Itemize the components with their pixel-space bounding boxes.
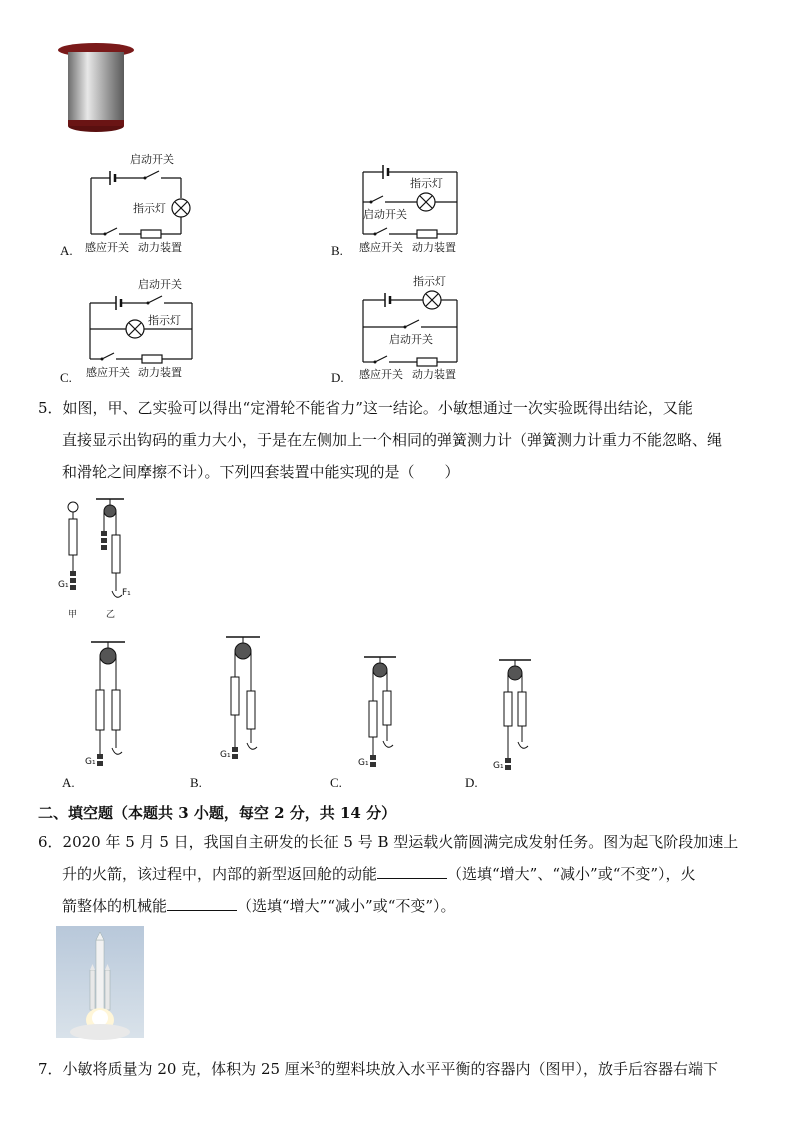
start-switch-label: 启动开关 <box>138 278 182 291</box>
section-title: 二、填空题（本题共 3 小题，每空 2 分，共 14 分） <box>38 804 397 822</box>
sensor-switch-label: 感应开关 <box>86 366 130 379</box>
question-5 <box>38 392 768 488</box>
trash-can-image <box>56 40 136 136</box>
sensor-switch-label: 感应开关 <box>85 241 129 254</box>
question-text: （选填“增大”“减小”或“不变”）。 <box>237 897 456 915</box>
lamp-label: 指示灯 <box>133 202 166 215</box>
question-text: 如图，甲、乙实验可以得出“定滑轮不能省力”这一结论。小敏想通过一次实验既得出结论，又能 <box>62 399 693 417</box>
question-text: 和滑轮之间摩擦不计）。下列四套装置中能实现的是（ ） <box>62 463 460 481</box>
lamp-label: 指示灯 <box>413 275 446 288</box>
question-text: 的塑料块放入水平平衡的容器内（图甲），放手后容器右端下 <box>320 1060 719 1078</box>
lamp-label: 指示灯 <box>148 314 181 327</box>
circuit-option-c <box>80 275 220 385</box>
question-text: 升的火箭，该过程中，内部的新型返回舱的动能 <box>62 865 378 883</box>
start-switch-label: 启动开关 <box>363 208 407 221</box>
motor-label: 动力装置 <box>412 241 456 254</box>
g1-label: G₁ <box>85 757 96 767</box>
lamp-label: 指示灯 <box>410 177 443 190</box>
option-letter: B. <box>331 243 343 258</box>
jia-label: 甲 <box>68 610 78 620</box>
question-text: （选填“增大”、“减小”或“不变”），火 <box>447 865 696 883</box>
sensor-switch-label: 感应开关 <box>359 368 403 381</box>
question-6 <box>38 826 768 922</box>
g1-label: G₁ <box>358 758 369 768</box>
question-number: 5． <box>38 399 63 417</box>
motor-label: 动力装置 <box>412 368 456 381</box>
f1-label: F₁ <box>122 588 131 598</box>
option-letter: A. <box>62 775 75 790</box>
question-text: 2020 年 5 月 5 日，我国自主研发的长征 5 号 B 型运载火箭圆满完成发射任务。图为起飞阶段加速上 <box>62 833 739 851</box>
start-switch-label: 启动开关 <box>130 153 174 166</box>
question-number: 7． <box>38 1060 63 1078</box>
answer-blank-2[interactable] <box>167 894 237 911</box>
question-text: 箭整体的机械能 <box>62 897 168 915</box>
circuit-option-b <box>355 160 475 260</box>
option-letter: A. <box>60 243 73 258</box>
answer-blank-1[interactable] <box>377 862 447 879</box>
rocket-image <box>56 926 144 1038</box>
option-letter: B. <box>190 775 202 790</box>
option-letter: C. <box>330 775 342 790</box>
option-letter: C. <box>60 370 72 385</box>
g1-label: G₁ <box>220 750 231 760</box>
motor-label: 动力装置 <box>138 366 182 379</box>
circuit-option-a <box>55 150 215 260</box>
pulley-option-a <box>85 640 135 780</box>
option-letter: D. <box>465 775 478 790</box>
sensor-switch-label: 感应开关 <box>359 241 403 254</box>
motor-label: 动力装置 <box>138 241 182 254</box>
question-text: 直接显示出钩码的重力大小，于是在左侧加上一个相同的弹簧测力计（弹簧测力计重力不能忽略、绳 <box>62 431 723 449</box>
pulley-reference-figure <box>58 495 148 625</box>
option-letter: D. <box>331 370 344 385</box>
pulley-option-c <box>360 655 405 780</box>
question-7 <box>38 1050 778 1085</box>
pulley-option-b <box>220 635 270 775</box>
question-text: 小敏将质量为 20 克，体积为 25 厘米 <box>62 1060 315 1078</box>
superscript: 3 <box>314 1061 321 1071</box>
yi-label: 乙 <box>106 610 116 620</box>
g1-label: G₁ <box>58 580 69 590</box>
question-number: 6． <box>38 833 63 851</box>
pulley-option-d <box>495 658 540 783</box>
start-switch-label: 启动开关 <box>389 333 433 346</box>
g1-label: G₁ <box>493 761 504 771</box>
circuit-option-d <box>355 272 475 387</box>
